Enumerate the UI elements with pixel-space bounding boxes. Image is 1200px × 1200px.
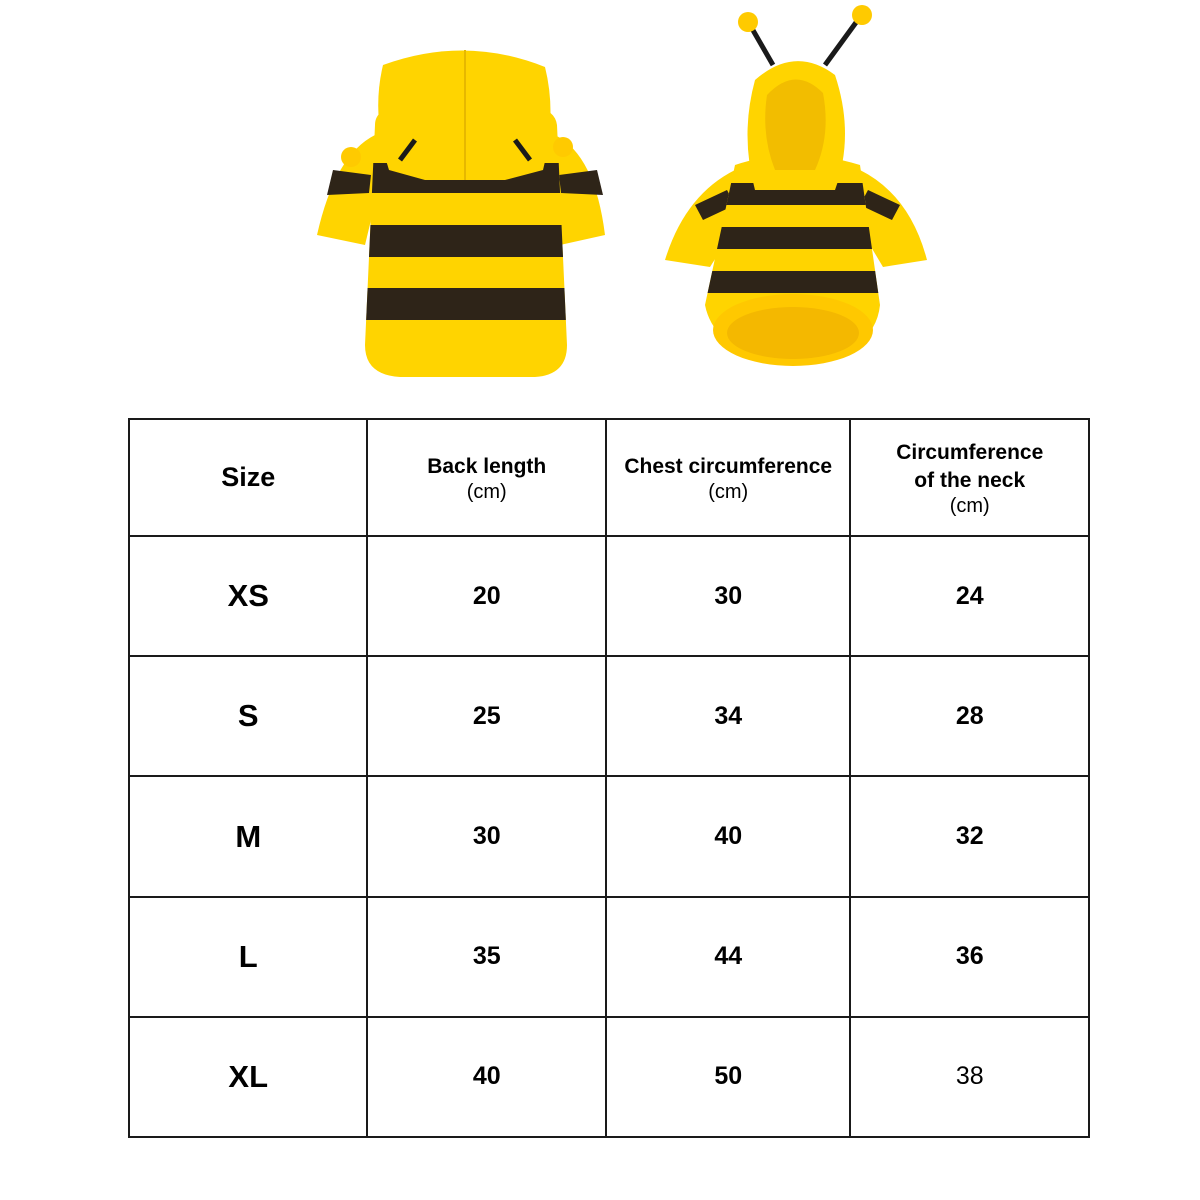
size-cell: XL — [129, 1017, 367, 1137]
chest-cell: 44 — [606, 897, 851, 1017]
bee-hoodie-front-photo — [655, 5, 935, 390]
chest-cell: 30 — [606, 536, 851, 656]
neck-cell: 24 — [850, 536, 1089, 656]
header-back-length-unit: (cm) — [466, 480, 507, 503]
table-row — [129, 776, 1089, 896]
neck-cell: 36 — [850, 897, 1089, 1017]
header-neck — [850, 419, 1089, 536]
size-cell: XS — [129, 536, 367, 656]
size-chart-table — [128, 418, 1090, 1138]
size-cell: S — [129, 656, 367, 776]
header-chest — [606, 419, 851, 536]
table-row — [129, 536, 1089, 656]
chest-cell: 40 — [606, 776, 851, 896]
size-cell: M — [129, 776, 367, 896]
bee-hoodie-back-photo — [305, 45, 625, 385]
header-neck-unit: (cm) — [949, 494, 990, 517]
table-header-row — [129, 419, 1089, 536]
table-row — [129, 897, 1089, 1017]
header-chest-unit: (cm) — [708, 480, 749, 503]
table-row — [129, 656, 1089, 776]
neck-cell: 32 — [850, 776, 1089, 896]
header-neck-label-line2: of the neck — [914, 468, 1026, 492]
product-photos — [0, 0, 1200, 400]
header-size — [129, 419, 367, 536]
header-neck-label-line1: Circumference — [896, 440, 1044, 464]
back-length-cell: 30 — [367, 776, 605, 896]
table-row — [129, 1017, 1089, 1137]
neck-cell: 28 — [850, 656, 1089, 776]
header-back-length — [367, 419, 605, 536]
header-chest-label: Chest circumference — [624, 454, 833, 478]
header-size-label: Size — [221, 462, 276, 493]
header-back-length-label: Back length — [427, 454, 547, 478]
neck-cell: 38 — [850, 1017, 1089, 1137]
back-length-cell: 40 — [367, 1017, 605, 1137]
back-length-cell: 35 — [367, 897, 605, 1017]
back-length-cell: 20 — [367, 536, 605, 656]
chest-cell: 50 — [606, 1017, 851, 1137]
size-cell: L — [129, 897, 367, 1017]
chest-cell: 34 — [606, 656, 851, 776]
back-length-cell: 25 — [367, 656, 605, 776]
